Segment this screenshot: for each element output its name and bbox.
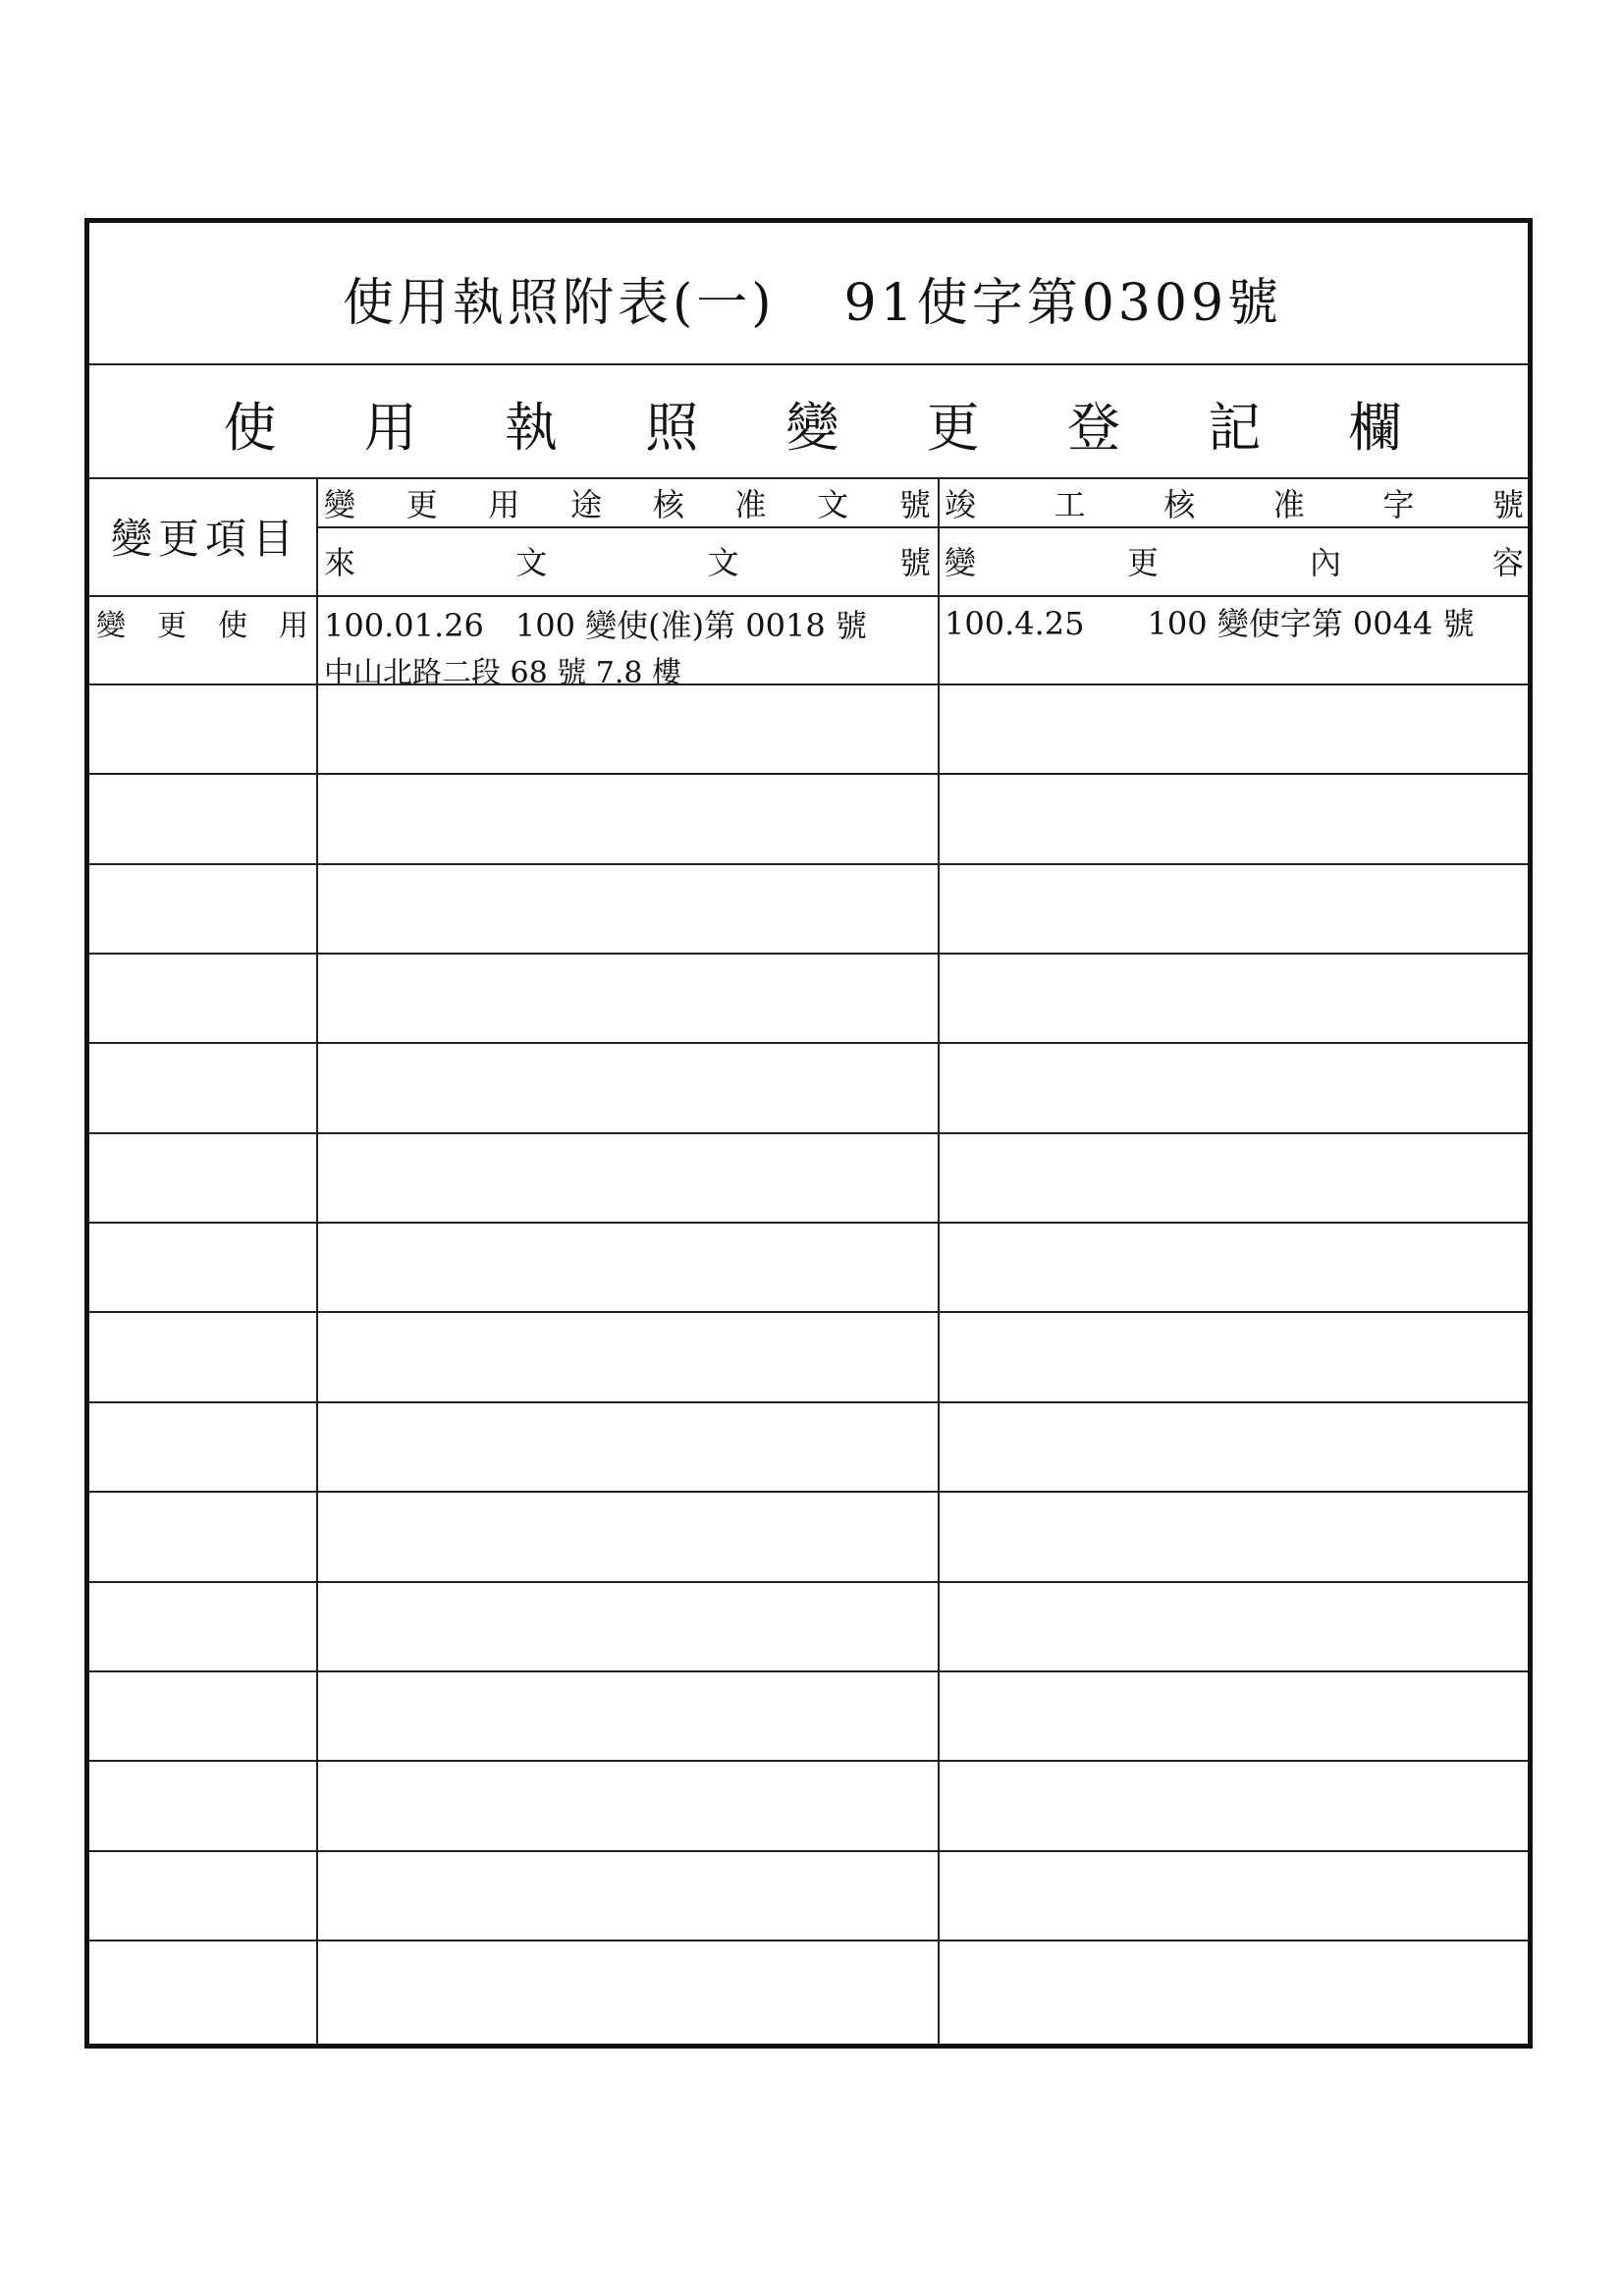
rule-title <box>88 363 1529 365</box>
row-1-completion-line-1: 100.4.25 100 變使字第 0044 號 <box>945 605 1475 642</box>
table-row-separator <box>88 1670 1529 1672</box>
section-title-row <box>98 369 1527 477</box>
form-title-row <box>98 234 1527 361</box>
table-row-separator <box>88 1132 1529 1134</box>
row-1-approval-line-2: 中山北路二段 68 號 7.8 樓 <box>324 656 682 690</box>
table-row-separator <box>88 1311 1529 1313</box>
table-row-separator <box>88 1042 1529 1044</box>
column-rule-1 <box>316 477 318 2045</box>
row-1-approval-line-1: 100.01.26 100 變使(准)第 0018 號 <box>324 607 867 644</box>
table-row-separator <box>88 1222 1529 1224</box>
approval-doc-header: 變 更 用 途 核 准 文 號 <box>324 486 931 523</box>
table-row-separator <box>88 1850 1529 1852</box>
column-rule-2 <box>938 477 940 2045</box>
incoming-doc-subheader: 來 文 文 號 <box>324 544 931 581</box>
row-1-item: 變 更 使 用 <box>96 609 308 643</box>
rule-subheader <box>316 526 1529 528</box>
table-row-separator <box>88 1581 1529 1583</box>
rule-header-bottom <box>88 595 1529 597</box>
table-row-separator <box>88 1760 1529 1762</box>
change-content-subheader: 變 更 內 容 <box>945 544 1524 581</box>
license-number: 91使字第0309號 <box>843 273 1283 333</box>
table-row-separator <box>88 683 1529 685</box>
table-row-separator <box>88 773 1529 775</box>
section-title: 使 用 執 照 變 更 登 記 欄 <box>223 396 1402 459</box>
table-row-separator <box>88 1491 1529 1493</box>
table-row-separator <box>88 1940 1529 1941</box>
change-item-header: 變更項目 <box>110 515 299 563</box>
completion-approval-header: 竣 工 核 准 字 號 <box>945 486 1524 523</box>
table-row-separator <box>88 863 1529 865</box>
form-title: 使用執照附表(一) <box>342 273 776 333</box>
table-row-separator <box>88 953 1529 955</box>
table-row-separator <box>88 1401 1529 1403</box>
